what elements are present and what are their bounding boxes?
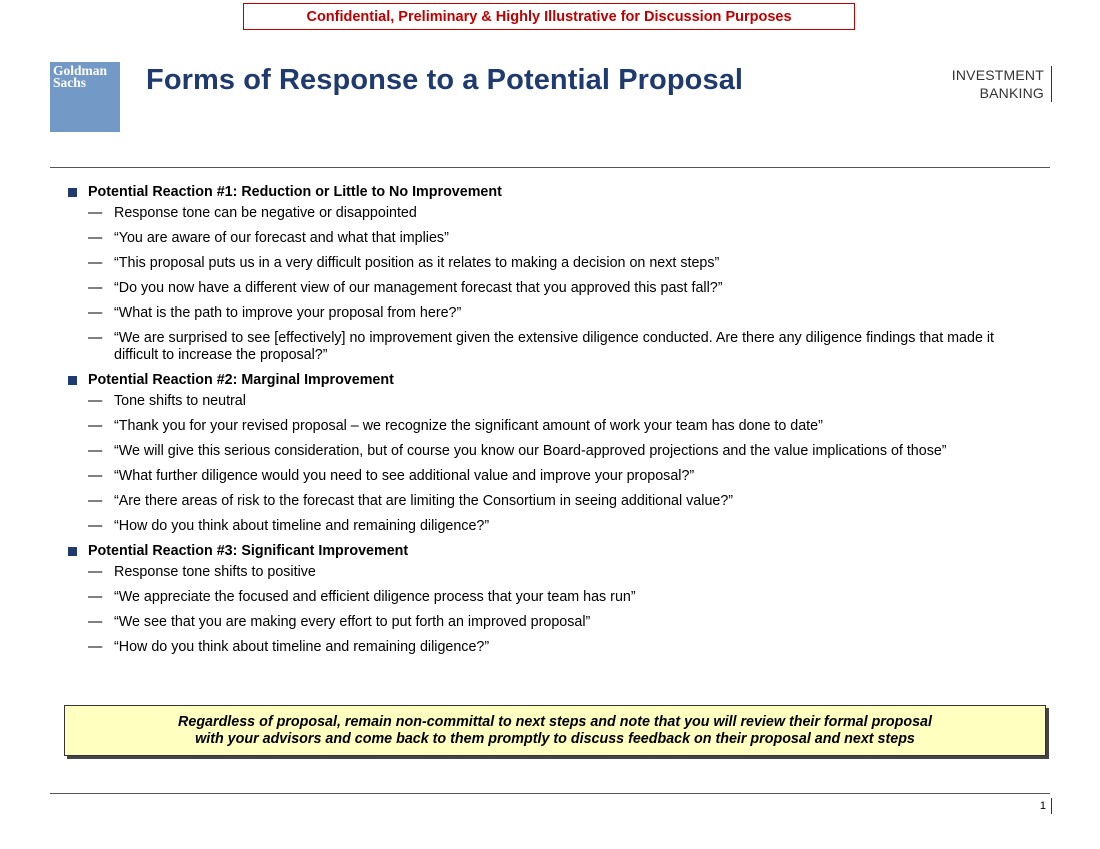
dash-bullet: — xyxy=(88,563,103,580)
callout-box xyxy=(64,705,1046,756)
list-item-text: “Are there areas of risk to the forecast that are limiting the Consortium in seeing additional value?” xyxy=(114,492,734,509)
list-item-text: Response tone can be negative or disappointed xyxy=(114,205,417,221)
list-item xyxy=(68,589,1028,606)
list-item-text: “We see that you are making every effort to put forth an improved proposal” xyxy=(114,613,591,630)
list-item-text: “How do you think about timeline and remaining diligence?” xyxy=(114,517,490,534)
list-item xyxy=(68,518,1028,535)
section-heading-text: Potential Reaction #3: Significant Improvement xyxy=(88,542,409,559)
content-body xyxy=(68,184,1028,664)
dash-bullet: — xyxy=(88,230,103,246)
footer-divider xyxy=(50,793,1050,794)
list-item xyxy=(68,330,1028,363)
list-item-text: “We will give this serious consideration, but of course you know our Board-approved projections and the value implications of those” xyxy=(114,442,947,459)
section-heading xyxy=(68,372,1028,389)
list-item xyxy=(68,639,1028,656)
list-item-text: “We are surprised to see [effectively] no improvement given the extensive diligence conducted. Are there any diligence findings that made it difficult to increase the proposal?” xyxy=(114,330,995,363)
list-item xyxy=(68,305,1028,322)
dash-bullet: — xyxy=(88,280,103,296)
list-item xyxy=(68,443,1028,460)
section-heading xyxy=(68,184,1028,201)
dash-bullet: — xyxy=(88,442,103,459)
dash-bullet: — xyxy=(88,417,103,434)
dash-bullet: — xyxy=(88,205,103,221)
dash-bullet: — xyxy=(88,255,103,271)
section-heading-text: Potential Reaction #1: Reduction or Little to No Improvement xyxy=(88,184,502,200)
page-number: 1 xyxy=(1040,798,1052,814)
list-item-text: Response tone shifts to positive xyxy=(114,563,316,580)
list-item-text: “This proposal puts us in a very difficult position as it relates to making a decision on next steps” xyxy=(114,255,720,271)
dash-bullet: — xyxy=(88,392,103,409)
dash-bullet: — xyxy=(88,588,103,605)
division-line-2: BANKING xyxy=(979,85,1044,101)
list-item xyxy=(68,255,1028,272)
dash-bullet: — xyxy=(88,638,103,655)
division-line-1: INVESTMENT xyxy=(951,67,1044,83)
list-item xyxy=(68,280,1028,297)
dash-bullet: — xyxy=(88,613,103,630)
list-item xyxy=(68,230,1028,247)
square-bullet-icon xyxy=(68,188,77,197)
callout-line-1: Regardless of proposal, remain non-committal to next steps and note that you will review their formal proposal xyxy=(178,713,932,730)
list-item xyxy=(68,205,1028,222)
dash-bullet: — xyxy=(88,305,103,321)
list-item xyxy=(68,564,1028,581)
page-title: Forms of Response to a Potential Proposal xyxy=(146,64,744,96)
logo-line-2: Sachs xyxy=(53,75,87,90)
list-item xyxy=(68,393,1028,410)
logo-line-1: Goldman xyxy=(53,63,108,78)
header-divider xyxy=(50,167,1050,168)
list-item-text: “You are aware of our forecast and what that implies” xyxy=(114,230,449,246)
callout-line-2: with your advisors and come back to them promptly to discuss feedback on their proposal and next steps xyxy=(195,730,915,747)
square-bullet-icon xyxy=(68,547,77,556)
list-item-text: “Thank you for your revised proposal – we recognize the significant amount of work your team has done to date” xyxy=(114,417,823,434)
square-bullet-icon xyxy=(68,376,77,385)
list-item-text: “We appreciate the focused and efficient diligence process that your team has run” xyxy=(114,588,636,605)
list-item-text: “What is the path to improve your proposal from here?” xyxy=(114,305,462,321)
list-item xyxy=(68,614,1028,631)
division-label xyxy=(952,66,1052,102)
section-heading-text: Potential Reaction #2: Marginal Improvement xyxy=(88,371,394,388)
list-item xyxy=(68,493,1028,510)
list-item-text: Tone shifts to neutral xyxy=(114,392,246,409)
list-item-text: “What further diligence would you need to see additional value and improve your proposal?” xyxy=(114,467,695,484)
confidential-banner: Confidential, Preliminary & Highly Illustrative for Discussion Purposes xyxy=(243,3,855,30)
list-item xyxy=(68,468,1028,485)
dash-bullet: — xyxy=(88,467,103,484)
section-heading xyxy=(68,543,1028,560)
dash-bullet: — xyxy=(88,517,103,534)
list-item-text: “Do you now have a different view of our management forecast that you approved this past fall?” xyxy=(114,280,723,296)
dash-bullet: — xyxy=(88,492,103,509)
list-item-text: “How do you think about timeline and remaining diligence?” xyxy=(114,638,490,655)
dash-bullet: — xyxy=(88,330,103,346)
list-item xyxy=(68,418,1028,435)
goldman-sachs-logo xyxy=(50,62,120,132)
